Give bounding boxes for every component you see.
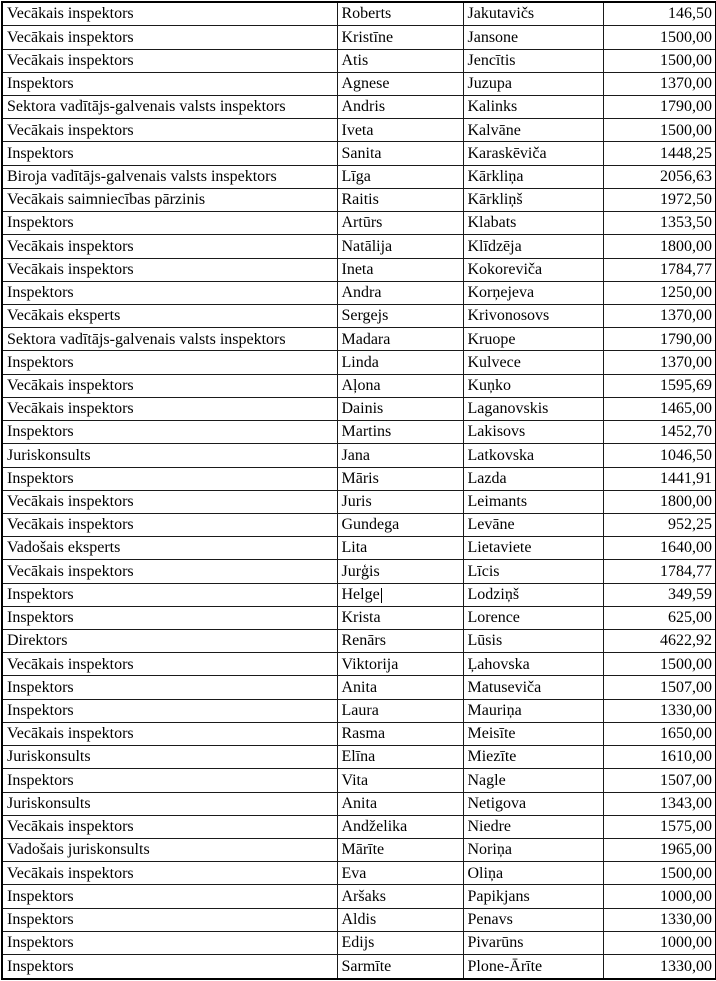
table-row (2, 328, 716, 351)
cell-amount[interactable]: 1000,00 (603, 931, 716, 954)
cell-amount[interactable]: 1000,00 (603, 885, 716, 908)
cell-position[interactable]: Sektora vadītājs-galvenais valsts inspektors (2, 328, 337, 351)
cell-position[interactable]: Vadošais juriskonsults (2, 839, 337, 862)
cell-last-name[interactable]: Ļahovska (463, 653, 603, 676)
cell-amount[interactable]: 625,00 (603, 606, 716, 629)
table-row (2, 258, 716, 281)
cell-first-name[interactable]: Līga (337, 165, 463, 188)
cell-position[interactable]: Sektora vadītājs-galvenais valsts inspektors (2, 96, 337, 119)
cell-first-name[interactable]: Juris (337, 490, 463, 513)
cell-amount[interactable]: 1343,00 (603, 792, 716, 815)
cell-first-name[interactable]: Andželika (337, 815, 463, 838)
cell-first-name[interactable]: Vita (337, 769, 463, 792)
cell-first-name[interactable]: Aršaks (337, 885, 463, 908)
cell-position[interactable]: Vecākais inspektors (2, 2, 337, 26)
cell-amount[interactable]: 1250,00 (603, 281, 716, 304)
cell-amount[interactable]: 1046,50 (603, 444, 716, 467)
cell-last-name[interactable]: Juzupa (463, 72, 603, 95)
table-row (2, 955, 716, 979)
cell-first-name[interactable]: Viktorija (337, 653, 463, 676)
cell-position[interactable]: Juriskonsults (2, 746, 337, 769)
cell-first-name[interactable]: Gundega (337, 513, 463, 536)
cell-amount[interactable]: 1640,00 (603, 537, 716, 560)
cell-last-name[interactable]: Kalinks (463, 96, 603, 119)
cell-amount[interactable]: 1370,00 (603, 351, 716, 374)
cell-first-name[interactable]: Dainis (337, 397, 463, 420)
cell-position[interactable]: Inspektors (2, 699, 337, 722)
cell-position[interactable]: Vecākais inspektors (2, 397, 337, 420)
cell-first-name[interactable]: Andra (337, 281, 463, 304)
cell-first-name[interactable]: Edijs (337, 931, 463, 954)
cell-amount[interactable]: 1784,77 (603, 560, 716, 583)
table-row (2, 537, 716, 560)
cell-first-name[interactable]: Anita (337, 792, 463, 815)
cell-position[interactable]: Inspektors (2, 885, 337, 908)
cell-last-name[interactable]: Latkovska (463, 444, 603, 467)
cell-last-name[interactable]: Krivonosovs (463, 304, 603, 327)
cell-last-name[interactable]: Lodziņš (463, 583, 603, 606)
cell-position[interactable]: Vecākais inspektors (2, 374, 337, 397)
cell-amount[interactable]: 1610,00 (603, 746, 716, 769)
cell-first-name[interactable]: Helge (337, 583, 463, 606)
cell-last-name[interactable]: Karaskēviča (463, 142, 603, 165)
cell-amount[interactable]: 1575,00 (603, 815, 716, 838)
cell-last-name[interactable]: Lazda (463, 467, 603, 490)
cell-first-name[interactable]: Ineta (337, 258, 463, 281)
text-cursor (381, 588, 382, 603)
cell-first-name[interactable]: Madara (337, 328, 463, 351)
table-row (2, 862, 716, 885)
cell-position[interactable]: Inspektors (2, 212, 337, 235)
cell-amount[interactable]: 1330,00 (603, 908, 716, 931)
cell-last-name[interactable]: Kuņko (463, 374, 603, 397)
table-row (2, 444, 716, 467)
cell-last-name[interactable]: Jakutavičs (463, 2, 603, 26)
cell-first-name[interactable]: Agnese (337, 72, 463, 95)
cell-last-name[interactable]: Matuseviča (463, 676, 603, 699)
cell-last-name[interactable]: Kulvece (463, 351, 603, 374)
cell-first-name[interactable]: Sanita (337, 142, 463, 165)
table-row (2, 513, 716, 536)
cell-last-name[interactable]: Plone-Ārīte (463, 955, 603, 979)
cell-last-name[interactable]: Levāne (463, 513, 603, 536)
table-row (2, 26, 716, 49)
table-row (2, 49, 716, 72)
cell-amount[interactable]: 1500,00 (603, 26, 716, 49)
table-row (2, 421, 716, 444)
cell-amount[interactable]: 1800,00 (603, 490, 716, 513)
cell-last-name[interactable]: Noriņa (463, 839, 603, 862)
cell-position[interactable]: Vecākais inspektors (2, 26, 337, 49)
cell-last-name[interactable]: Kokoreviča (463, 258, 603, 281)
cell-amount[interactable]: 1507,00 (603, 769, 716, 792)
table-row (2, 2, 716, 26)
cell-amount[interactable]: 1507,00 (603, 676, 716, 699)
cell-position[interactable]: Vecākais inspektors (2, 560, 337, 583)
table-row (2, 885, 716, 908)
cell-amount[interactable]: 1790,00 (603, 96, 716, 119)
cell-first-name[interactable]: Roberts (337, 2, 463, 26)
table-row (2, 792, 716, 815)
cell-position[interactable]: Vecākais inspektors (2, 513, 337, 536)
table-row (2, 304, 716, 327)
table-row (2, 281, 716, 304)
table-row (2, 699, 716, 722)
cell-first-name[interactable]: Aldis (337, 908, 463, 931)
cell-amount[interactable]: 1500,00 (603, 862, 716, 885)
cell-position[interactable]: Inspektors (2, 72, 337, 95)
table-row (2, 490, 716, 513)
cell-position[interactable]: Juriskonsults (2, 792, 337, 815)
cell-amount[interactable]: 1465,00 (603, 397, 716, 420)
cell-last-name[interactable]: Kārkliņa (463, 165, 603, 188)
cell-last-name[interactable]: Klīdzēja (463, 235, 603, 258)
table-row (2, 908, 716, 931)
cell-amount[interactable]: 1330,00 (603, 699, 716, 722)
cell-first-name[interactable]: Aļona (337, 374, 463, 397)
cell-last-name[interactable]: Niedre (463, 815, 603, 838)
cell-amount[interactable]: 1500,00 (603, 49, 716, 72)
cell-amount[interactable]: 1452,70 (603, 421, 716, 444)
table-row (2, 606, 716, 629)
cell-amount[interactable]: 1448,25 (603, 142, 716, 165)
cell-last-name[interactable]: Kārkliņš (463, 188, 603, 211)
table-row (2, 119, 716, 142)
cell-amount[interactable]: 1790,00 (603, 328, 716, 351)
cell-position[interactable]: Inspektors (2, 421, 337, 444)
cell-last-name[interactable]: Leimants (463, 490, 603, 513)
cell-first-name[interactable]: Anita (337, 676, 463, 699)
cell-position[interactable]: Vecākais inspektors (2, 258, 337, 281)
cell-first-name[interactable]: Māris (337, 467, 463, 490)
table-body (2, 2, 716, 979)
cell-last-name[interactable]: Meisīte (463, 722, 603, 745)
cell-amount[interactable]: 1965,00 (603, 839, 716, 862)
table-row (2, 188, 716, 211)
cell-position[interactable]: Inspektors (2, 931, 337, 954)
cell-last-name[interactable]: Mauriņa (463, 699, 603, 722)
table-row (2, 142, 716, 165)
cell-position[interactable]: Vecākais inspektors (2, 722, 337, 745)
table-row (2, 165, 716, 188)
cell-position[interactable]: Inspektors (2, 583, 337, 606)
cell-position[interactable]: Vecākais inspektors (2, 235, 337, 258)
cell-amount[interactable]: 1500,00 (603, 653, 716, 676)
cell-first-name[interactable]: Mārīte (337, 839, 463, 862)
cell-amount[interactable]: 1972,50 (603, 188, 716, 211)
table-row (2, 722, 716, 745)
cell-position[interactable]: Juriskonsults (2, 444, 337, 467)
cell-last-name[interactable]: Kruope (463, 328, 603, 351)
cell-last-name[interactable]: Korņejeva (463, 281, 603, 304)
cell-position[interactable]: Inspektors (2, 955, 337, 979)
cell-amount[interactable]: 1330,00 (603, 955, 716, 979)
cell-last-name[interactable]: Papikjans (463, 885, 603, 908)
cell-position[interactable]: Inspektors (2, 676, 337, 699)
cell-position[interactable]: Inspektors (2, 606, 337, 629)
cell-last-name[interactable]: Netigova (463, 792, 603, 815)
table-row (2, 397, 716, 420)
cell-position[interactable]: Vecākais saimniecības pārzinis (2, 188, 337, 211)
table-row (2, 676, 716, 699)
cell-last-name[interactable]: Lorence (463, 606, 603, 629)
cell-position[interactable]: Vecākais inspektors (2, 490, 337, 513)
cell-amount[interactable]: 349,59 (603, 583, 716, 606)
table-row (2, 235, 716, 258)
cell-first-name[interactable]: Krista (337, 606, 463, 629)
cell-position[interactable]: Inspektors (2, 908, 337, 931)
cell-position[interactable]: Inspektors (2, 769, 337, 792)
table-row (2, 583, 716, 606)
cell-amount[interactable]: 1370,00 (603, 72, 716, 95)
cell-amount[interactable]: 1441,91 (603, 467, 716, 490)
table-row (2, 630, 716, 653)
cell-position[interactable]: Inspektors (2, 351, 337, 374)
cell-last-name[interactable]: Klabats (463, 212, 603, 235)
cell-last-name[interactable]: Nagle (463, 769, 603, 792)
table-row (2, 746, 716, 769)
cell-amount[interactable]: 4622,92 (603, 630, 716, 653)
cell-first-name[interactable]: Sergejs (337, 304, 463, 327)
cell-first-name[interactable]: Sarmīte (337, 955, 463, 979)
table-row (2, 212, 716, 235)
cell-amount[interactable]: 1800,00 (603, 235, 716, 258)
cell-position[interactable]: Vecākais inspektors (2, 815, 337, 838)
cell-first-name[interactable]: Laura (337, 699, 463, 722)
cell-position[interactable]: Vecākais inspektors (2, 862, 337, 885)
cell-position[interactable]: Inspektors (2, 467, 337, 490)
cell-last-name[interactable]: Penavs (463, 908, 603, 931)
cell-amount[interactable]: 2056,63 (603, 165, 716, 188)
cell-first-name[interactable]: Kristīne (337, 26, 463, 49)
cell-first-name[interactable]: Jana (337, 444, 463, 467)
cell-first-name[interactable]: Atis (337, 49, 463, 72)
cell-last-name[interactable]: Jansone (463, 26, 603, 49)
cell-first-name[interactable]: Linda (337, 351, 463, 374)
cell-amount[interactable]: 1500,00 (603, 119, 716, 142)
cell-position[interactable]: Inspektors (2, 142, 337, 165)
cell-position[interactable]: Vecākais inspektors (2, 119, 337, 142)
cell-last-name[interactable]: Miezīte (463, 746, 603, 769)
cell-position[interactable]: Biroja vadītājs-galvenais valsts inspektors (2, 165, 337, 188)
table-row (2, 815, 716, 838)
cell-position[interactable]: Vecākais inspektors (2, 653, 337, 676)
cell-first-name[interactable]: Lita (337, 537, 463, 560)
cell-amount[interactable]: 146,50 (603, 2, 716, 26)
cell-last-name[interactable]: Lūsis (463, 630, 603, 653)
cell-first-name[interactable]: Martins (337, 421, 463, 444)
cell-amount[interactable]: 1353,50 (603, 212, 716, 235)
cell-position[interactable]: Vecākais eksperts (2, 304, 337, 327)
cell-first-name[interactable]: Eva (337, 862, 463, 885)
table-row (2, 931, 716, 954)
cell-last-name[interactable]: Laganovskis (463, 397, 603, 420)
cell-amount[interactable]: 952,25 (603, 513, 716, 536)
cell-last-name[interactable]: Kalvāne (463, 119, 603, 142)
cell-last-name[interactable]: Lakisovs (463, 421, 603, 444)
cell-amount[interactable]: 1370,00 (603, 304, 716, 327)
cell-last-name[interactable]: Līcis (463, 560, 603, 583)
table-row (2, 467, 716, 490)
table-row (2, 96, 716, 119)
table-row (2, 351, 716, 374)
cell-last-name[interactable]: Lietaviete (463, 537, 603, 560)
cell-amount[interactable]: 1595,69 (603, 374, 716, 397)
table-row (2, 653, 716, 676)
cell-first-name[interactable]: Andris (337, 96, 463, 119)
cell-first-name[interactable]: Jurģis (337, 560, 463, 583)
cell-first-name[interactable]: Rasma (337, 722, 463, 745)
cell-amount[interactable]: 1650,00 (603, 722, 716, 745)
table-row (2, 769, 716, 792)
table-row (2, 839, 716, 862)
cell-first-name[interactable]: Natālija (337, 235, 463, 258)
cell-last-name[interactable]: Jencītis (463, 49, 603, 72)
cell-amount[interactable]: 1784,77 (603, 258, 716, 281)
cell-position[interactable]: Inspektors (2, 281, 337, 304)
cell-first-name[interactable]: Elīna (337, 746, 463, 769)
cell-position[interactable]: Vadošais eksperts (2, 537, 337, 560)
table-row (2, 374, 716, 397)
cell-position[interactable]: Direktors (2, 630, 337, 653)
cell-first-name[interactable]: Renārs (337, 630, 463, 653)
employee-table (1, 1, 716, 980)
table-row (2, 560, 716, 583)
cell-first-name[interactable]: Iveta (337, 119, 463, 142)
cell-last-name[interactable]: Oliņa (463, 862, 603, 885)
cell-last-name[interactable]: Pivarūns (463, 931, 603, 954)
cell-first-name[interactable]: Artūrs (337, 212, 463, 235)
cell-position[interactable]: Vecākais inspektors (2, 49, 337, 72)
cell-first-name[interactable]: Raitis (337, 188, 463, 211)
table-row (2, 72, 716, 95)
